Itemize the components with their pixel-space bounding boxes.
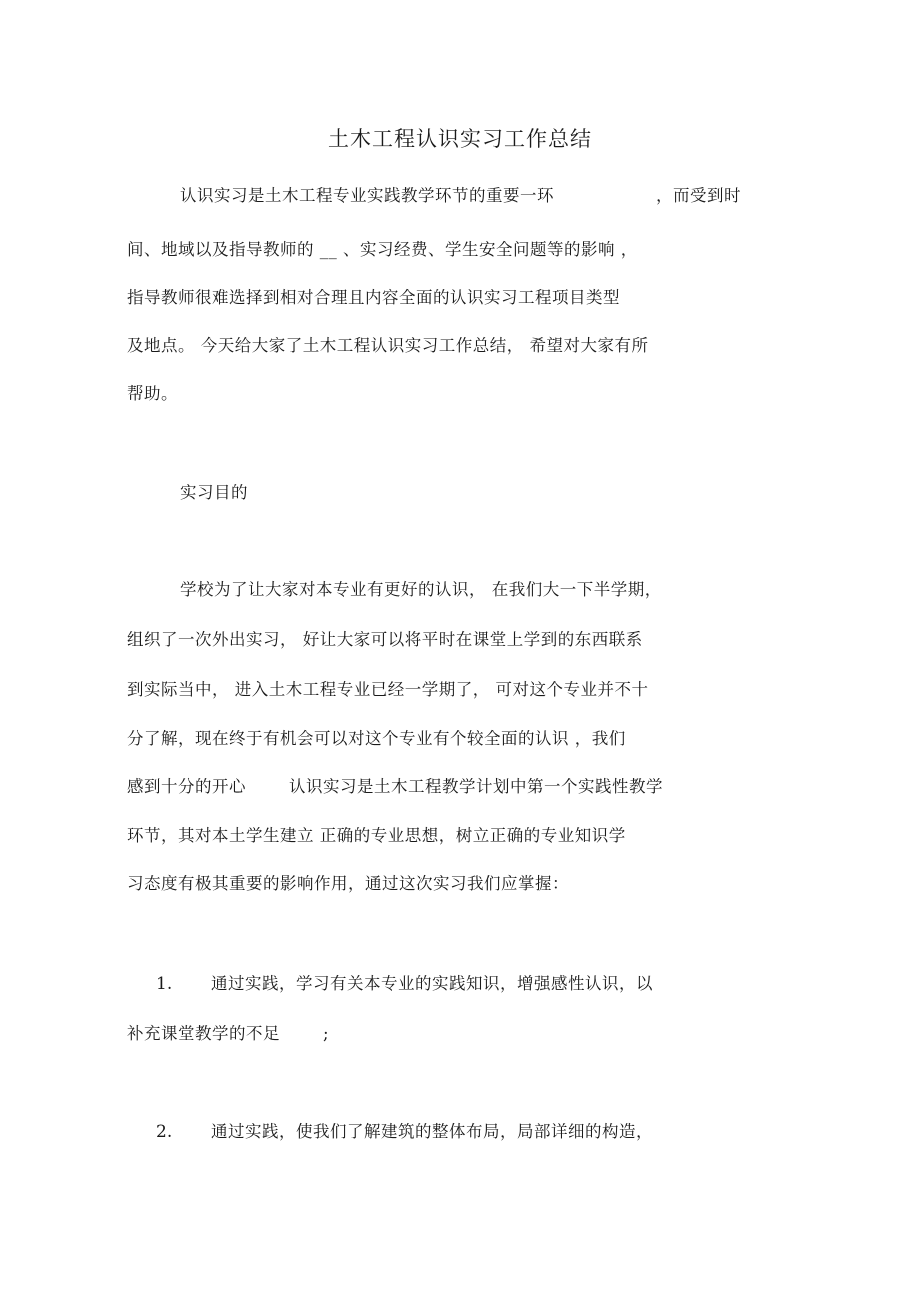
purpose-line-5b: 认识实习是土木工程教学计划中第一个实践性教学 <box>289 777 663 796</box>
purpose-line-7: 习态度有极其重要的影响作用，通过这次实习我们应掌握： <box>127 874 569 893</box>
purpose-line-5a: 感到十分的开心 <box>127 777 246 796</box>
intro-line-1: 认识实习是土木工程专业实践教学环节的重要一环 <box>180 186 554 205</box>
intro-line-3: 指导教师很难选择到相对合理且内容全面的认识实习工程项目类型 <box>127 288 620 307</box>
section-heading: 实习目的 <box>180 483 248 502</box>
item-1-line-2: 补充课堂教学的不足 <box>127 1024 280 1043</box>
document-title: 土木工程认识实习工作总结 <box>328 127 592 151</box>
intro-line-1-tail: ，而受到时 <box>656 186 741 205</box>
item-1-number: 1. <box>156 974 173 994</box>
purpose-line-4: 分了解，现在终于有机会可以对这个专业有个较全面的认识 ，我们 <box>127 729 626 748</box>
item-1-line-2-tail: ; <box>323 1024 330 1043</box>
purpose-line-6: 环节，其对本土学生建立 正确的专业思想，树立正确的专业知识学 <box>127 826 626 845</box>
intro-line-2: 间、地域以及指导教师的 __ 、实习经费、学生安全问题等的影响 ， <box>127 240 638 259</box>
intro-line-4: 及地点。 今天给大家了土木工程认识实习工作总结， 希望对大家有所 <box>127 336 649 355</box>
intro-line-5: 帮助。 <box>127 384 178 403</box>
purpose-line-1: 学校为了让大家对本专业有更好的认识， 在我们大一下半学期， <box>180 580 662 599</box>
item-2-line-1: 通过实践，使我们了解建筑的整体布局，局部详细的构造， <box>211 1122 653 1141</box>
item-2-number: 2. <box>156 1122 173 1142</box>
purpose-line-3: 到实际当中， 进入土木工程专业已经一学期了， 可对这个专业并不十 <box>127 680 649 699</box>
purpose-line-2: 组织了一次外出实习， 好让大家可以将平时在课堂上学到的东西联系 <box>127 630 643 649</box>
item-1-line-1: 通过实践，学习有关本专业的实践知识，增强感性认识，以 <box>211 974 653 993</box>
